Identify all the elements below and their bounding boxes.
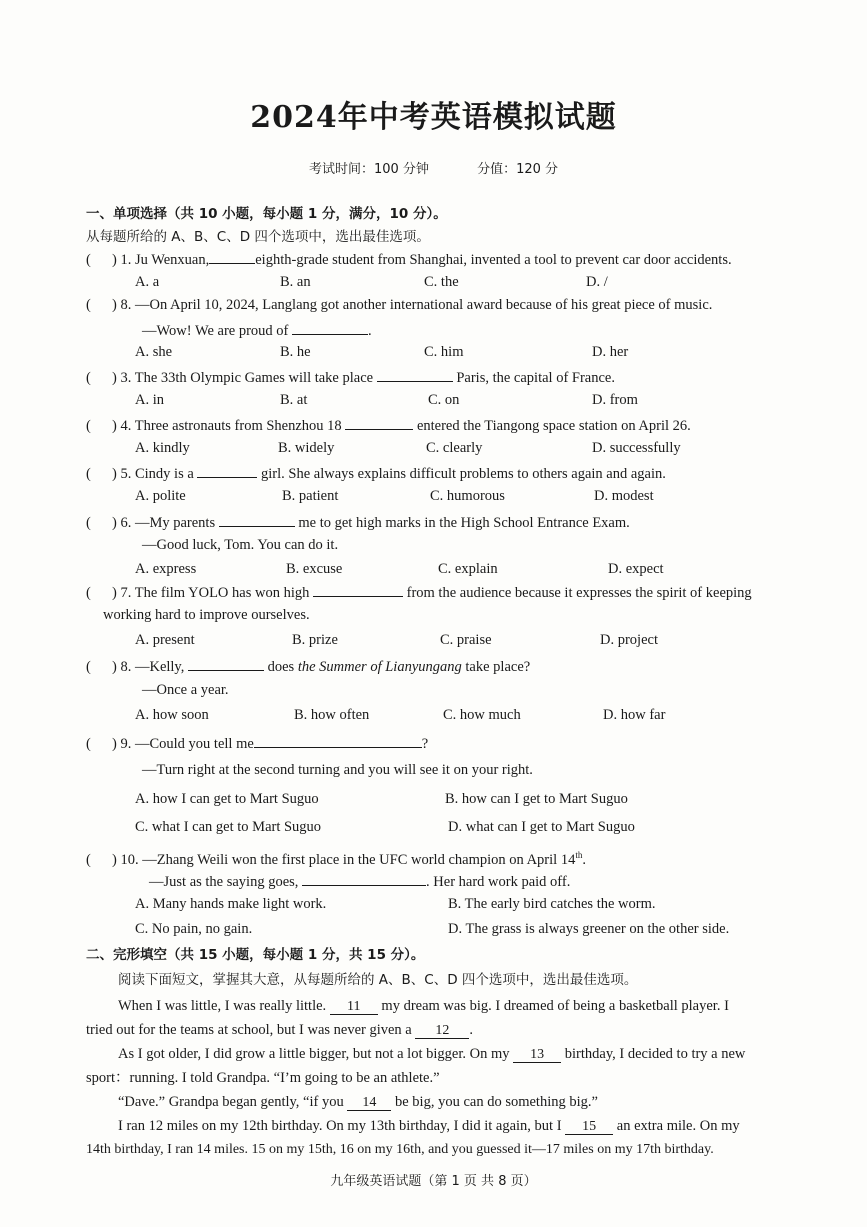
- question-stem: Paris, the capital of France.: [456, 370, 615, 386]
- superscript: th: [575, 850, 583, 860]
- option-a[interactable]: A. polite: [135, 488, 186, 504]
- page-footer: 九年级英语试题（第 1 页 共 8 页）: [330, 1174, 537, 1189]
- passage-text: As I got older, I did grow a little bigger, but not a lot bigger. On my: [118, 1046, 510, 1062]
- answer-paren-close: ): [112, 370, 117, 386]
- passage-line: 14th birthday, I ran 14 miles. 15 on my 15th, 16 on my 16th, and you guessed it—17 miles on my 17th birthday.: [86, 1142, 714, 1157]
- option-b[interactable]: B. patient: [282, 488, 339, 504]
- cloze-blank-13[interactable]: 13: [513, 1048, 561, 1063]
- option-d[interactable]: D. what can I get to Mart Suguo: [448, 819, 635, 835]
- question-2: [86, 296, 712, 314]
- answer-paren-open: (: [86, 851, 91, 868]
- question-stem: 5. Cindy is a: [120, 466, 194, 482]
- option-c[interactable]: C. explain: [438, 561, 498, 577]
- question-stem: entered the Tiangong space station on April 26.: [416, 418, 691, 434]
- reply-text: —Wow! We are proud of: [142, 323, 289, 339]
- option-d[interactable]: D. project: [600, 632, 658, 648]
- question-stem: ?: [421, 736, 429, 752]
- question-1: [86, 249, 732, 269]
- section1-heading: 一、单项选择（共 10 小题，每小题 1 分，满分，10 分）。: [86, 206, 447, 222]
- question-stem: 8. —On April 10, 2024, Langlang got another international award because of his great piece of music.: [120, 297, 713, 313]
- answer-paren-close: ): [112, 851, 117, 868]
- reply-text: —Just as the saying goes,: [149, 874, 299, 890]
- question-7-continued: working hard to improve ourselves.: [103, 607, 310, 623]
- answer-blank[interactable]: [219, 512, 295, 527]
- question-9: [86, 733, 428, 753]
- option-a[interactable]: A. how I can get to Mart Suguo: [135, 791, 319, 807]
- option-a[interactable]: A. how soon: [135, 707, 209, 723]
- passage-line: [118, 1045, 745, 1063]
- question-9-reply: —Turn right at the second turning and you will see it on your right.: [142, 762, 533, 778]
- answer-paren-open: (: [86, 736, 91, 752]
- question-stem: does: [267, 659, 295, 675]
- cloze-blank-12[interactable]: 12: [415, 1024, 469, 1039]
- question-stem: 4. Three astronauts from Shenzhou 18: [120, 418, 342, 434]
- exam-time: 考试时间：100 分钟: [308, 162, 429, 177]
- question-8: [86, 656, 530, 676]
- option-a[interactable]: A. Many hands make light work.: [135, 896, 327, 912]
- answer-blank[interactable]: [345, 415, 413, 430]
- passage-line: [118, 997, 729, 1015]
- answer-paren-open: (: [86, 370, 91, 386]
- option-d[interactable]: D. successfully: [592, 440, 681, 456]
- question-stem: 1. Ju Wenxuan,: [120, 252, 210, 268]
- answer-paren-open: (: [86, 418, 91, 434]
- cloze-blank-15[interactable]: 15: [565, 1120, 613, 1135]
- option-a[interactable]: A. a: [135, 274, 160, 290]
- option-b[interactable]: B. widely: [278, 440, 335, 456]
- option-c[interactable]: C. humorous: [430, 488, 505, 504]
- option-c[interactable]: C. how much: [443, 707, 521, 723]
- option-d[interactable]: D. expect: [608, 561, 664, 577]
- option-b[interactable]: B. how can I get to Mart Suguo: [445, 791, 628, 807]
- option-d[interactable]: D. /: [586, 274, 608, 290]
- answer-paren-close: ): [112, 515, 117, 531]
- passage-line: sport：running. I told Grandpa. “I’m going to be an athlete.”: [86, 1070, 440, 1086]
- question-stem: me to get high marks in the High School Entrance Exam.: [298, 515, 630, 531]
- answer-paren-close: ): [112, 659, 117, 675]
- question-4: [86, 415, 691, 435]
- question-8-reply: —Once a year.: [142, 682, 229, 698]
- passage-line: [118, 1117, 740, 1135]
- question-stem: 6. —My parents: [120, 515, 216, 531]
- question-stem: .: [582, 851, 586, 868]
- question-6-reply: —Good luck, Tom. You can do it.: [142, 537, 339, 553]
- question-7: [86, 582, 752, 602]
- passage-text: .: [469, 1022, 473, 1038]
- page-title: 2024年中考英语模拟试题: [250, 100, 617, 135]
- section2-heading: 二、完形填空（共 15 小题，每小题 1 分，共 15 分）。: [86, 947, 425, 963]
- question-stem: take place?: [465, 659, 531, 675]
- option-c[interactable]: C. praise: [440, 632, 492, 648]
- passage-text: I ran 12 miles on my 12th birthday. On my 13th birthday, I did it again, but I: [118, 1118, 562, 1134]
- answer-paren-close: ): [112, 418, 117, 434]
- option-a[interactable]: A. kindly: [135, 440, 190, 456]
- passage-line: [86, 1021, 473, 1039]
- option-c[interactable]: C. clearly: [426, 440, 483, 456]
- question-6: [86, 512, 630, 532]
- answer-paren-open: (: [86, 466, 91, 482]
- question-3: [86, 367, 615, 387]
- question-5: [86, 463, 666, 483]
- answer-paren-close: ): [112, 466, 117, 482]
- passage-text: “Dave.” Grandpa began gently, “if you: [118, 1094, 344, 1110]
- option-d[interactable]: D. The grass is always greener on the other side.: [448, 921, 730, 937]
- passage-text: be big, you can do something big.”: [394, 1094, 598, 1110]
- answer-paren-close: ): [112, 585, 117, 601]
- answer-paren-open: (: [86, 659, 91, 675]
- answer-blank[interactable]: [377, 367, 453, 382]
- option-a[interactable]: A. express: [135, 561, 197, 577]
- option-d[interactable]: D. how far: [603, 707, 666, 723]
- answer-blank[interactable]: [254, 733, 422, 748]
- option-d[interactable]: D. her: [592, 344, 629, 360]
- section2-instruction: 阅读下面短文，掌握其大意，从每题所给的 A、B、C、D 四个选项中，选出最佳选项。: [118, 972, 638, 988]
- answer-blank[interactable]: [209, 249, 255, 264]
- option-b[interactable]: B. at: [280, 392, 308, 408]
- reply-text: .: [368, 323, 372, 339]
- answer-paren-open: (: [86, 297, 91, 313]
- answer-blank[interactable]: [313, 582, 403, 597]
- answer-blank[interactable]: [188, 656, 264, 671]
- answer-paren-close: ): [112, 736, 117, 752]
- cloze-blank-11[interactable]: 11: [330, 1000, 378, 1015]
- option-c[interactable]: C. him: [424, 344, 464, 360]
- option-a[interactable]: A. present: [135, 632, 195, 648]
- option-b[interactable]: B. excuse: [286, 561, 343, 577]
- option-d[interactable]: D. modest: [594, 488, 654, 504]
- reply-text: . Her hard work paid off.: [426, 874, 571, 890]
- option-b[interactable]: B. he: [280, 344, 311, 360]
- question-stem-italic: the Summer of Lianyungang: [297, 659, 462, 675]
- passage-line: [118, 1093, 598, 1111]
- option-c[interactable]: C. the: [424, 274, 459, 290]
- option-a[interactable]: A. she: [135, 344, 173, 360]
- answer-paren-open: (: [86, 585, 91, 601]
- question-stem: 10. —Zhang Weili won the first place in the UFC world champion on April 14: [120, 851, 576, 868]
- option-b[interactable]: B. an: [280, 274, 311, 290]
- answer-blank[interactable]: [302, 871, 426, 886]
- passage-text: birthday, I decided to try a new: [564, 1046, 746, 1062]
- question-10-reply: [149, 871, 570, 891]
- option-a[interactable]: A. in: [135, 392, 164, 408]
- answer-paren-open: (: [86, 252, 91, 268]
- question-stem: 7. The film YOLO has won high: [120, 585, 310, 601]
- answer-blank[interactable]: [197, 463, 257, 478]
- option-c[interactable]: C. what I can get to Mart Suguo: [135, 819, 322, 835]
- passage-text: When I was little, I was really little.: [118, 998, 327, 1014]
- answer-blank[interactable]: [292, 320, 368, 335]
- option-d[interactable]: D. from: [592, 392, 638, 408]
- passage-text: tried out for the teams at school, but I was never given a: [86, 1022, 412, 1038]
- answer-paren-open: (: [86, 515, 91, 531]
- question-stem: eighth-grade student from Shanghai, invented a tool to prevent car door accidents.: [255, 252, 732, 268]
- option-b[interactable]: B. The early bird catches the worm.: [448, 896, 656, 912]
- question-stem: girl. She always explains difficult problems to others again and again.: [261, 466, 666, 482]
- question-10: [86, 846, 586, 869]
- exam-meta: [0, 158, 867, 177]
- answer-paren-close: ): [112, 252, 117, 268]
- cloze-blank-14[interactable]: 14: [347, 1096, 391, 1111]
- passage-text: my dream was big. I dreamed of being a basketball player. I: [381, 998, 729, 1014]
- question-stem: 3. The 33th Olympic Games will take place: [120, 370, 374, 386]
- question-stem: 9. —Could you tell me: [120, 736, 254, 752]
- option-b[interactable]: B. how often: [294, 707, 370, 723]
- option-b[interactable]: B. prize: [292, 632, 338, 648]
- exam-score: 分值：120 分: [477, 162, 559, 177]
- option-c[interactable]: C. No pain, no gain.: [135, 921, 253, 937]
- passage-text: an extra mile. On my: [616, 1118, 740, 1134]
- question-stem: from the audience because it expresses the spirit of keeping: [406, 585, 752, 601]
- section1-instruction: 从每题所给的 A、B、C、D 四个选项中，选出最佳选项。: [86, 229, 430, 245]
- question-stem: 8. —Kelly,: [120, 659, 185, 675]
- option-c[interactable]: C. on: [428, 392, 460, 408]
- question-2-reply: [142, 320, 372, 340]
- answer-paren-close: ): [112, 297, 117, 313]
